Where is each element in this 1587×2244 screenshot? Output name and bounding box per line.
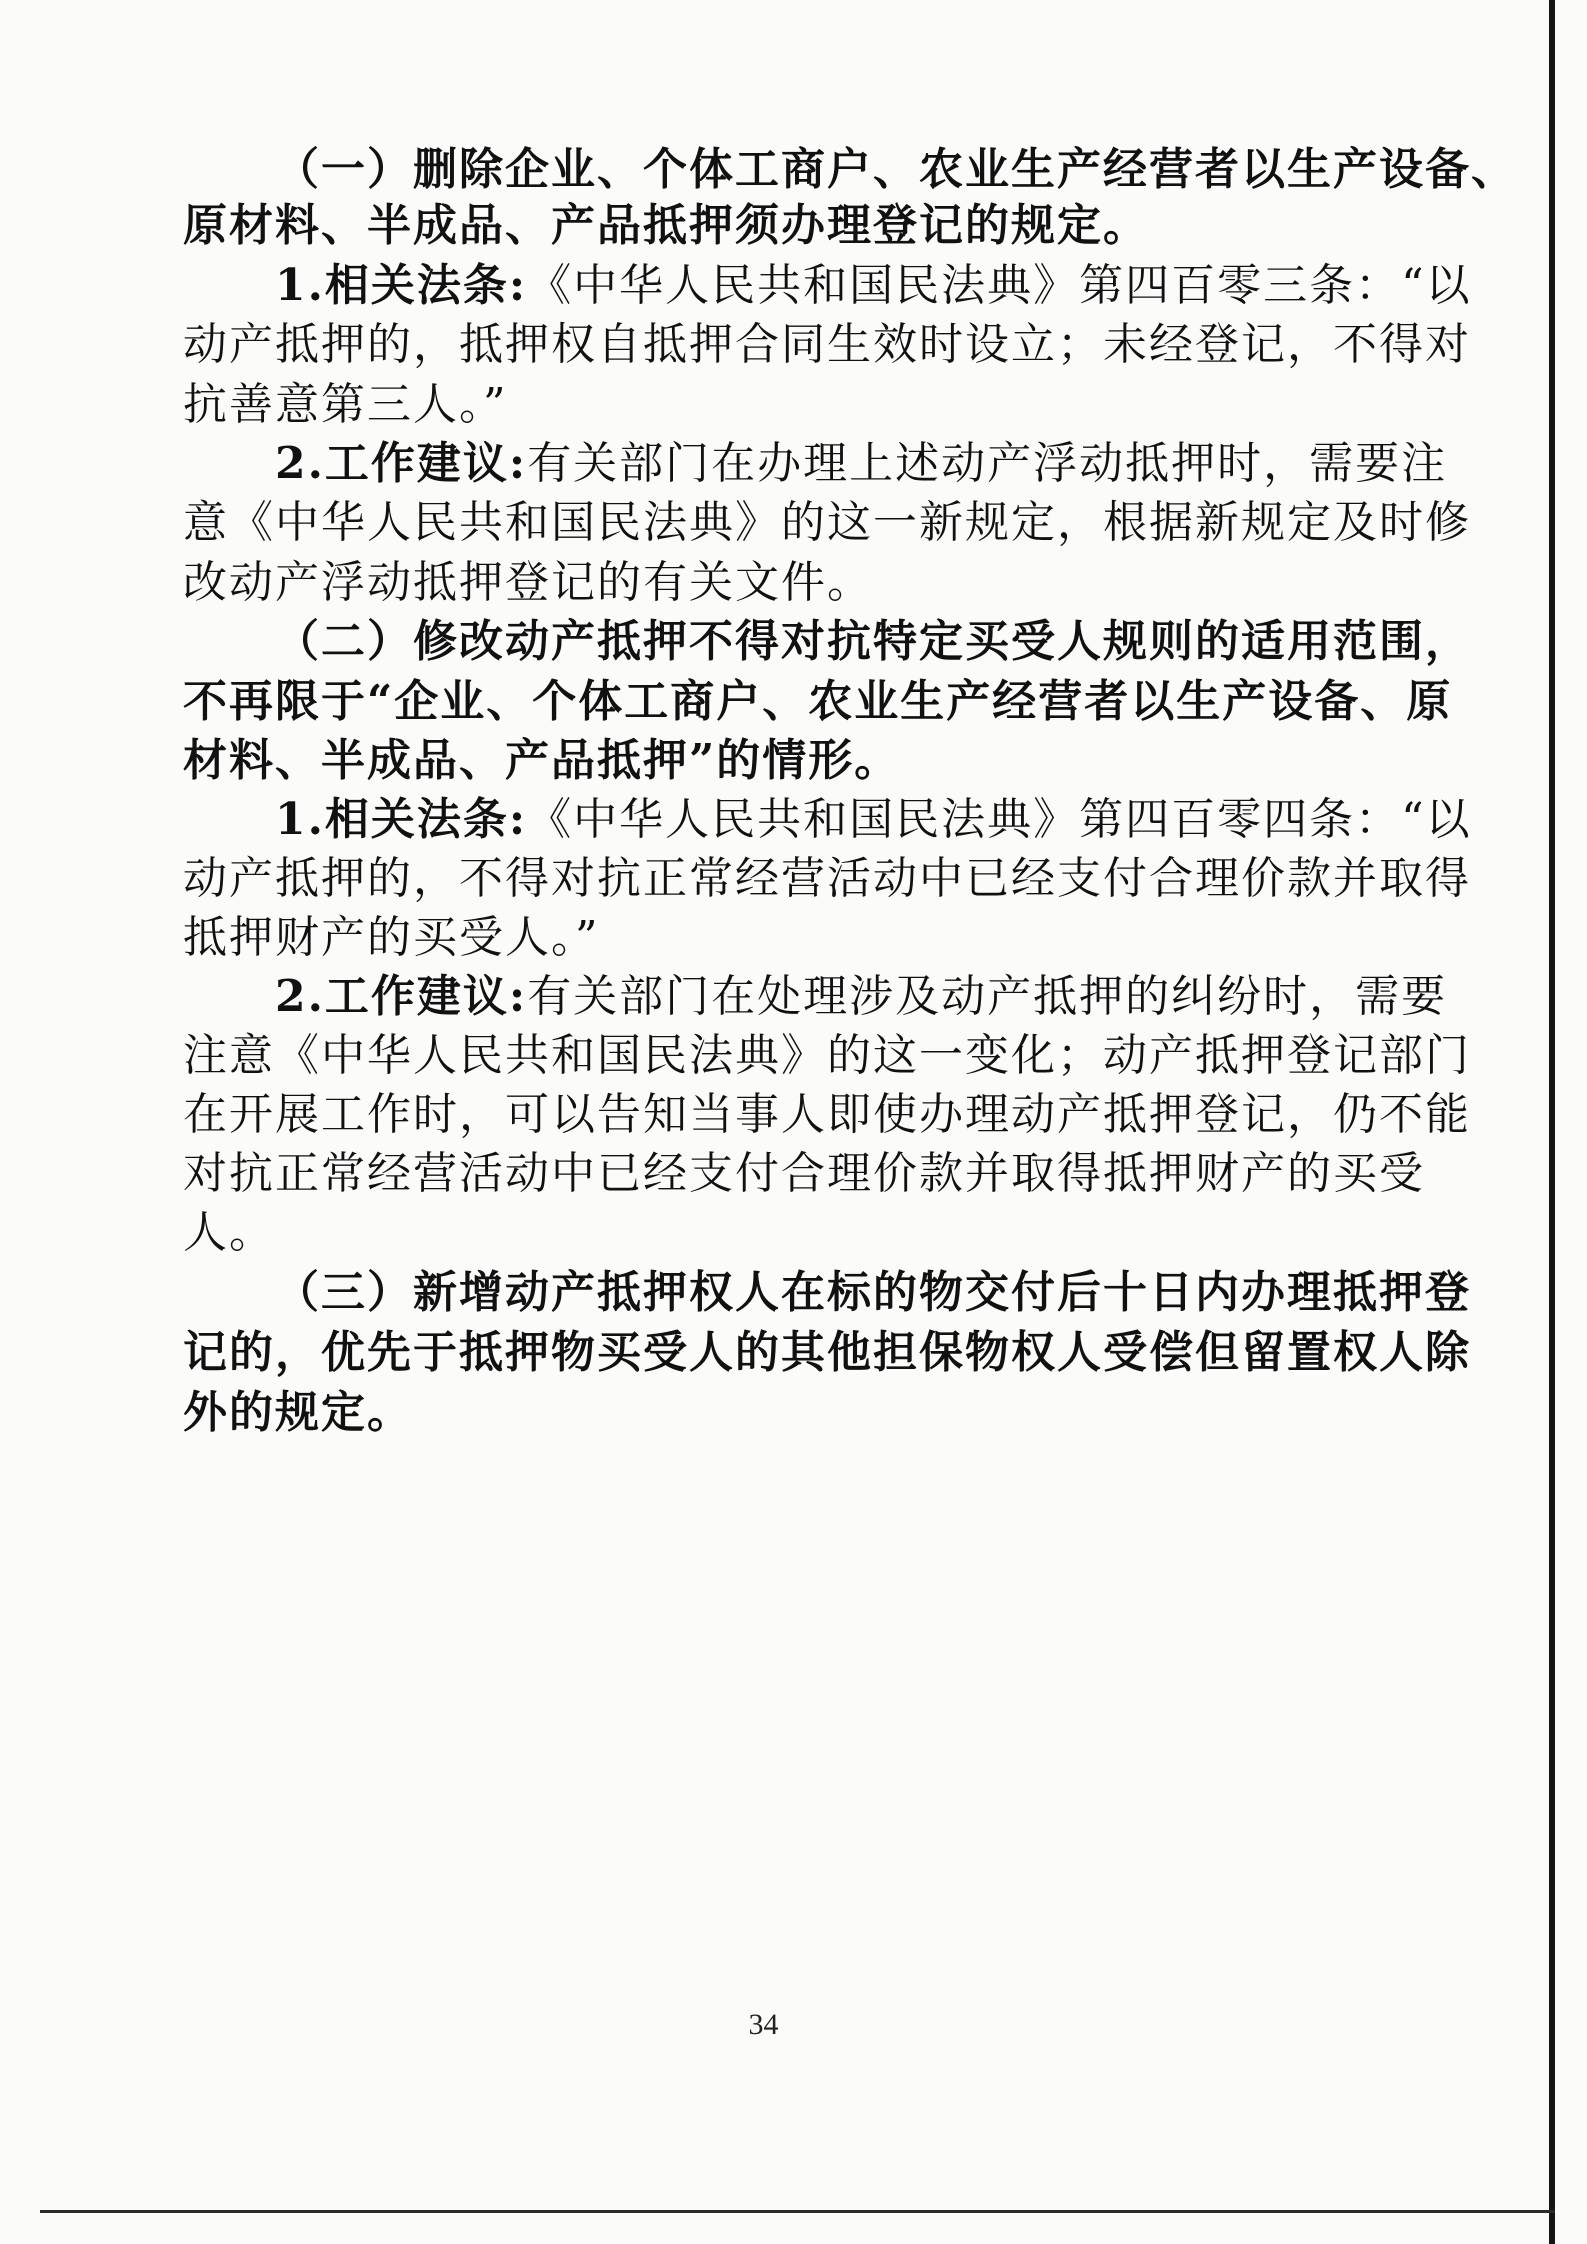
item-text: 有关部门在处理涉及动产抵押的纠纷时，需要: [527, 971, 1448, 1022]
item-label: 1.相关法条:: [275, 260, 528, 311]
section-2-item-2-line-3: 在开展工作时，可以告知当事人即使办理动产抵押登记，仍不能: [183, 1089, 1471, 1140]
section-1-heading-line-2: 原材料、半成品、产品抵押须办理登记的规定。: [183, 200, 1149, 251]
section-2-heading-line-2: 不再限于“企业、个体工商户、农业生产经营者以生产设备、原: [183, 676, 1453, 727]
section-2-item-2-line-4: 对抗正常经营活动中已经支付合理价款并取得抵押财产的买受: [183, 1148, 1425, 1199]
section-1-heading-line-1: （一）删除企业、个体工商户、农业生产经营者以生产设备、: [275, 144, 1517, 195]
item-label: 2.工作建议:: [275, 438, 528, 489]
scan-edge-right: [1549, 0, 1555, 2244]
section-2-item-2-line-1: [275, 967, 1448, 1027]
item-label: 2.工作建议:: [275, 971, 528, 1022]
section-1-item-2-line-2: 意《中华人民共和国民法典》的这一新规定，根据新规定及时修: [183, 497, 1471, 548]
item-text: 《中华人民共和国民法典》第四百零三条：“以: [527, 260, 1472, 311]
section-1-item-1-line-1: [275, 256, 1472, 316]
scan-edge-bottom: [40, 2210, 1555, 2213]
item-label: 1.相关法条:: [275, 794, 528, 845]
section-2-item-2-line-2: 注意《中华人民共和国民法典》的这一变化；动产抵押登记部门: [183, 1030, 1471, 1081]
section-2-heading-line-1: （二）修改动产抵押不得对抗特定买受人规则的适用范围，: [275, 616, 1471, 667]
section-2-item-1-line-1: [275, 790, 1472, 850]
page-number: 34: [748, 2008, 779, 2041]
section-1-item-1-line-3: 抗善意第三人。”: [183, 379, 508, 430]
section-1-item-1-line-2: 动产抵押的，抵押权自抵押合同生效时设立；未经登记，不得对: [183, 319, 1471, 370]
section-2-item-1-line-3: 抵押财产的买受人。”: [183, 912, 600, 963]
section-1-item-2-line-3: 改动产浮动抵押登记的有关文件。: [183, 557, 873, 608]
section-2-heading-line-3: 材料、半成品、产品抵押”的情形。: [183, 735, 901, 786]
section-1-item-2-line-1: [275, 434, 1448, 494]
item-text: 有关部门在办理上述动产浮动抵押时，需要注: [527, 438, 1448, 489]
section-2-item-1-line-2: 动产抵押的，不得对抗正常经营活动中已经支付合理价款并取得: [183, 853, 1471, 904]
section-3-heading-line-3: 外的规定。: [183, 1387, 413, 1438]
item-text: 《中华人民共和国民法典》第四百零四条：“以: [527, 794, 1472, 845]
section-3-heading-line-1: （三）新增动产抵押权人在标的物交付后十日内办理抵押登: [275, 1267, 1471, 1318]
section-2-item-2-line-5: 人。: [183, 1207, 275, 1258]
section-3-heading-line-2: 记的，优先于抵押物买受人的其他担保物权人受偿但留置权人除: [183, 1327, 1471, 1378]
